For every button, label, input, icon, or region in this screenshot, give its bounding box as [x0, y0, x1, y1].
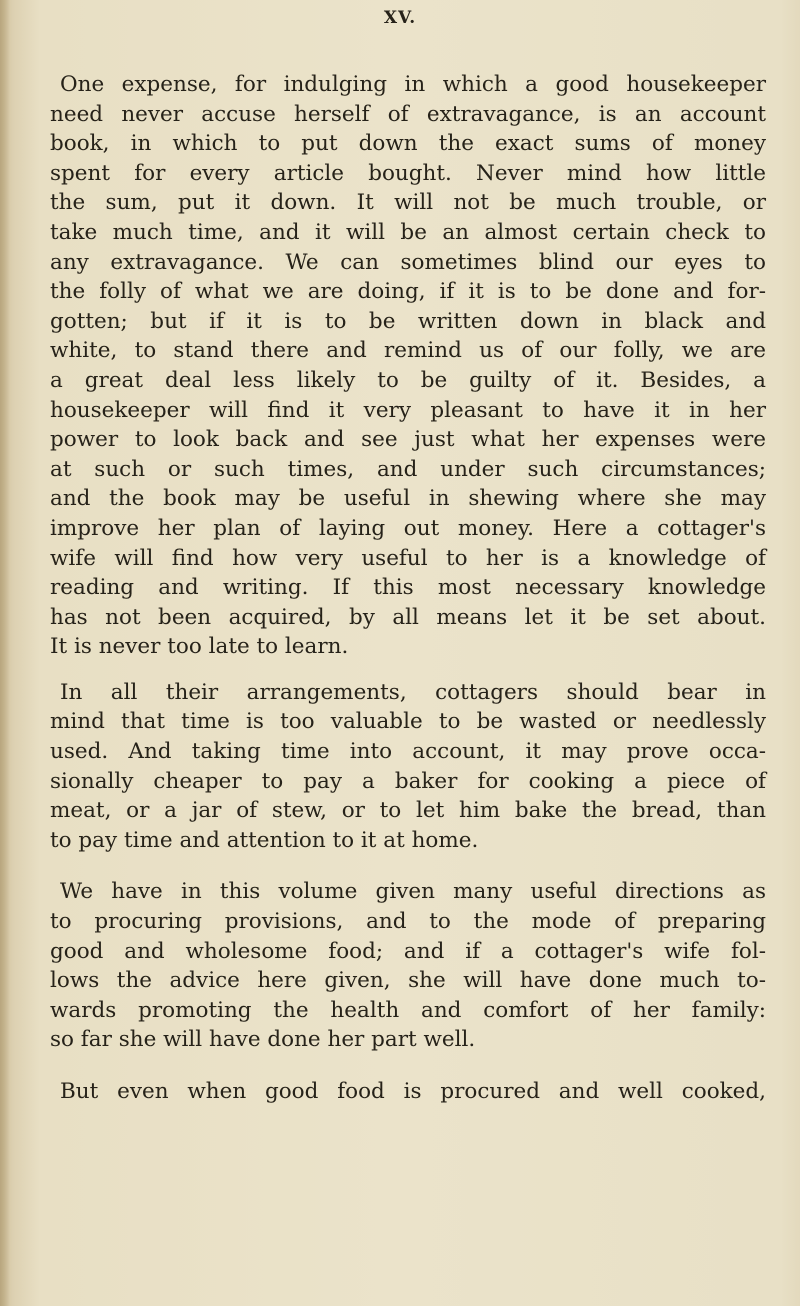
text-line: the folly of what we are doing, if it is to be done and for-: [50, 279, 766, 305]
text-line: We have in this volume given many useful directions as: [60, 879, 766, 905]
text-line: a great deal less likely to be guilty of it. Besides, a: [50, 367, 766, 393]
page-number: XV.: [383, 8, 417, 28]
text-line: good and wholesome food; and if a cottager's wife fol-: [50, 938, 766, 964]
text-line: housekeeper will find it very pleasant to have it in her: [50, 397, 766, 423]
text-line: book, in which to put down the exact sums of money: [50, 131, 766, 157]
text-line: It is never too late to learn.: [50, 634, 349, 660]
text-line: reading and writing. If this most necessary knowledge: [50, 575, 766, 601]
text-line: any extravagance. We can sometimes blind our eyes to: [50, 249, 766, 275]
text-line: to procuring provisions, and to the mode of preparing: [50, 909, 766, 935]
text-line: But even when good food is procured and well cooked,: [60, 1079, 766, 1104]
paragraph-account-book: [50, 70, 766, 662]
text-line: In all their arrangements, cottagers should bear in: [60, 679, 766, 705]
text-line: wards promoting the health and comfort of her family:: [50, 997, 766, 1023]
text-line: mind that time is too valuable to be wasted or needlessly: [50, 709, 766, 735]
text-line: need never accuse herself of extravagance, is an account: [50, 101, 766, 127]
paragraph-time-value: [50, 678, 766, 856]
paragraph-good-food: [50, 1077, 766, 1107]
paragraph-directions: [50, 877, 766, 1055]
text-line: at such or such times, and under such circumstances;: [50, 456, 766, 482]
text-line: lows the advice here given, she will have done much to-: [50, 968, 766, 994]
text-line: has not been acquired, by all means let it be set about.: [50, 604, 766, 630]
text-line: used. And taking time into account, it may prove occa-: [50, 739, 766, 765]
text-line: spent for every article bought. Never mind how little: [50, 160, 766, 186]
text-line: to pay time and attention to it at home.: [50, 827, 479, 853]
paragraph-spacer: [50, 662, 766, 678]
text-line: the sum, put it down. It will not be much trouble, or: [50, 190, 766, 216]
text-line: sionally cheaper to pay a baker for cooking a piece of: [50, 768, 766, 794]
text-line: gotten; but if it is to be written down in black and: [50, 308, 766, 334]
text-line: so far she will have done her part well.: [50, 1027, 476, 1053]
paragraph-spacer: [50, 855, 766, 877]
text-line: take much time, and it will be an almost certain check to: [50, 219, 766, 245]
text-line: and the book may be useful in shewing where she may: [50, 486, 766, 512]
text-column: [50, 70, 766, 1107]
text-line: One expense, for indulging in which a good housekeeper: [60, 72, 766, 97]
paragraph-spacer: [50, 1055, 766, 1077]
text-line: white, to stand there and remind us of our folly, we are: [50, 338, 766, 364]
binding-gutter-shadow: [0, 0, 10, 1306]
text-line: meat, or a jar of stew, or to let him bake the bread, than: [50, 798, 766, 824]
text-line: improve her plan of laying out money. Here a cottager's: [50, 515, 766, 541]
text-line: wife will find how very useful to her is a knowledge of: [50, 545, 766, 571]
text-line: power to look back and see just what her expenses were: [50, 427, 766, 453]
